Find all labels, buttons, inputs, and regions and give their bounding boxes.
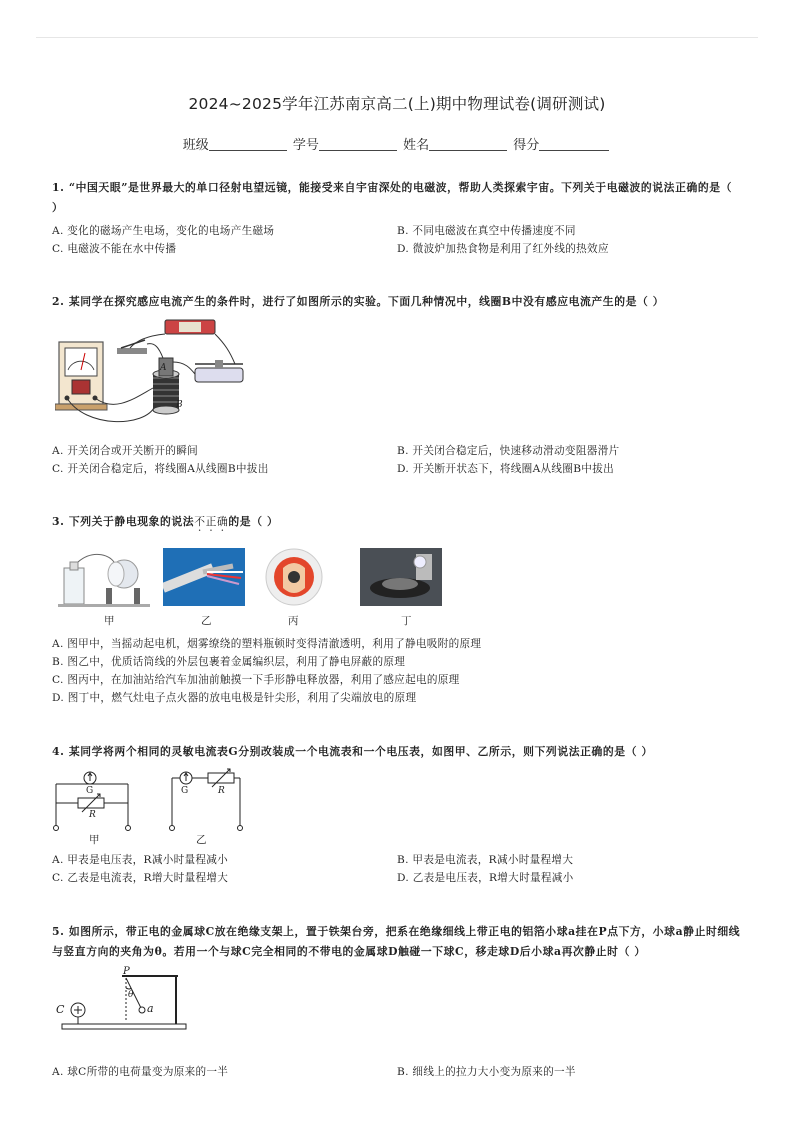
q4-label-jia: 甲 [89,834,100,846]
q3-option-b[interactable]: B. 图乙中，优质话筒线的外层包裹着金属编织层，利用了静电屏蔽的原理 [52,656,406,668]
q4-option-d[interactable]: D. 乙表是电压表，R增大时量程减小 [397,872,574,884]
blank-class[interactable] [209,136,287,151]
field-label-class: 班级 [182,138,209,153]
q5-label-c: C [56,1003,65,1016]
question-2-stem: 2. 某同学在探究感应电流产生的条件时，进行了如图所示的实验。下面几种情况中，线圈B中没有感应电流产生的是（ ） [52,295,665,308]
q2-option-a[interactable]: A. 开关闭合或开关断开的瞬间 [52,445,199,457]
question-1-stem: 1. “中国天眼”是世界最大的单口径射电望远镜，能接受来自宇宙深处的电磁波，帮助人类探索宇宙。下列关于电磁波的说法正确的是（ ） [52,181,733,214]
q3-option-c[interactable]: C. 图丙中，在加油站给汽车加油前触摸一下手形静电释放器，利用了感应起电的原理 [52,674,460,686]
q4-figure-jia-circuit [48,768,138,832]
blank-name[interactable] [429,136,507,151]
blank-score[interactable] [539,136,609,151]
q4-jia-label-r: R [89,810,96,820]
q1-option-c[interactable]: C. 电磁波不能在水中传播 [52,243,177,255]
q3-figure-bing-static-discharger [265,548,323,606]
q2-option-c[interactable]: C. 开关闭合稳定后，将线圈A从线圈B中拔出 [52,463,269,475]
question-3-stem [52,512,742,534]
q4-option-c[interactable]: C. 乙表是电流表，R增大时量程增大 [52,872,229,884]
q5-label-a: a [147,1002,154,1015]
q5-option-a[interactable]: A. 球C所带的电荷量变为原来的一半 [52,1066,229,1078]
q2-option-d[interactable]: D. 开关断开状态下，将线圈A从线圈B中拔出 [397,463,614,475]
q3-stem-before: 3. 下列关于静电现象的说法 [52,515,195,528]
field-label-name: 姓名 [403,138,430,153]
q4-yi-label-r: R [218,786,225,796]
q3-figure-ding-gas-stove-igniter [360,548,442,606]
q3-stem-emphasis: 不正确 [194,515,229,528]
q4-jia-label-g: G [86,786,94,796]
q5-label-p: P [123,966,130,977]
field-label-id: 学号 [292,138,319,153]
q5-option-b[interactable]: B. 细线上的拉力大小变为原来的一半 [397,1066,576,1078]
question-4-stem: 4. 某同学将两个相同的灵敏电流表G分别改装成一个电流表和一个电压表，如图甲、乙所示，则下列说法正确的是（ ） [52,745,653,758]
q3-label-ding: 丁 [401,615,412,627]
question-5-stem: 5. 如图所示，带正电的金属球C放在绝缘支架上，置于铁架台旁，把系在绝缘细线上带正电的铝箔小球a挂在P点下方，小球a静止时细线与竖直方向的夹角为θ。若用一个与球C完全相同的不带电的金属球D触碰一下球C，移走球D后小球a再次静止时（ ） [52,925,741,958]
q3-label-jia: 甲 [104,615,115,627]
q3-figure-yi-shielded-cable [163,548,245,606]
field-label-score: 得分 [513,138,540,153]
q1-option-b[interactable]: B. 不同电磁波在真空中传播速度不同 [397,225,576,237]
q1-option-a[interactable]: A. 变化的磁场产生电场，变化的电场产生磁场 [52,225,275,237]
q2-figure-induction [55,318,255,430]
q4-label-yi: 乙 [196,834,207,846]
q5-label-theta: θ [128,990,134,1000]
q3-option-a[interactable]: A. 图甲中，当摇动起电机，烟雾缭绕的塑料瓶顿时变得清澈透明，利用了静电吸附的原理 [52,638,482,650]
q5-figure-iron-stand [52,966,192,1030]
q3-figure-jia-electrostatic-machine [56,548,152,608]
q4-yi-label-g: G [181,786,189,796]
q4-option-b[interactable]: B. 甲表是电流表，R减小时量程增大 [397,854,574,866]
q1-option-d[interactable]: D. 微波炉加热食物是利用了红外线的热效应 [397,243,609,255]
q2-option-b[interactable]: B. 开关闭合稳定后，快速移动滑动变阻器滑片 [397,445,620,457]
q2-label-b: B [176,400,183,410]
q3-label-yi: 乙 [201,615,212,627]
student-info-line [0,134,794,153]
q2-label-a: A [160,363,167,373]
q3-stem-after: 的是（ ） [228,515,279,528]
page-title: 2024~2025学年江苏南京高二(上)期中物理试卷(调研测试) [188,95,606,113]
blank-id[interactable] [319,136,397,151]
q4-figure-yi-circuit [164,768,248,832]
q3-option-d[interactable]: D. 图丁中，燃气灶电子点火器的放电电极是针尖形，利用了尖端放电的原理 [52,692,417,704]
q4-option-a[interactable]: A. 甲表是电压表，R减小时量程减小 [52,854,229,866]
header-rule [36,37,758,38]
q3-label-bing: 丙 [288,615,299,627]
